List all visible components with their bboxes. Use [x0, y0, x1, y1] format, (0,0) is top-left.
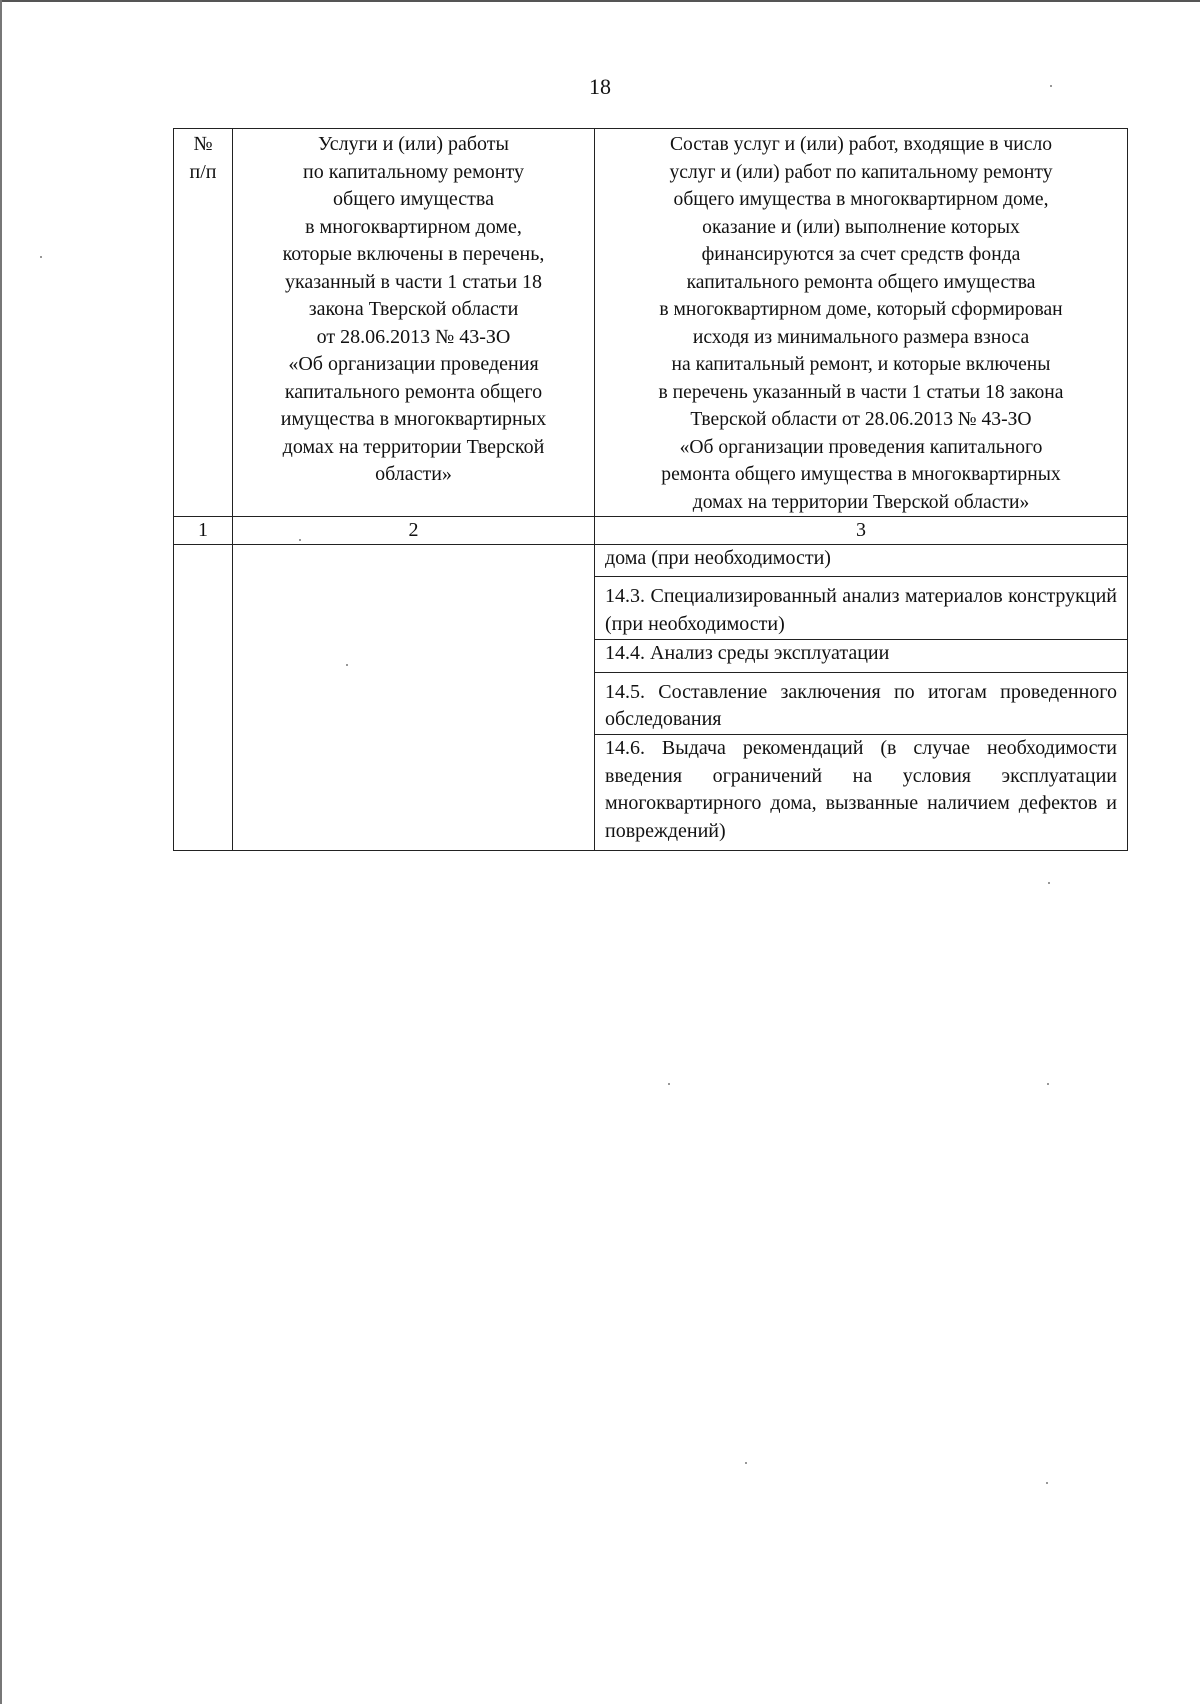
item-cell: [595, 640, 1128, 672]
scan-speck: [1048, 882, 1050, 884]
table-row: [174, 545, 1128, 577]
scan-speck: [668, 1083, 670, 1085]
scan-speck: [299, 539, 301, 541]
header-services-label: Услуги и (или) работы по капитальному ремонту общего имущества в многоквартирном доме, которые включены в перечень, указанный в части 1 статьи 18 закона Тверской области от 28.06.2013 № 43-ЗО «Об организации проведения капитального ремонта общего имущества в многоквартирных домах на территории Тверской области»: [280, 133, 547, 485]
scan-speck: [40, 256, 42, 258]
column-number-3: 3: [595, 517, 1128, 545]
page-edge: [0, 0, 2, 1704]
empty-services-cell: [233, 545, 595, 851]
page-number: 18: [589, 74, 611, 99]
item-cell: [595, 577, 1128, 640]
header-cell-number: [174, 129, 233, 517]
item-text: 14.3. Специализированный анализ материалов конструкций (при необходимости): [605, 585, 1117, 635]
item-cell: [595, 545, 1128, 577]
item-text: 14.6. Выдача рекомендаций (в случае необходимости введения ограничений на условия эксплуатации многоквартирного дома, вызванные наличием дефектов и повреждений): [605, 737, 1117, 842]
item-cell: [595, 672, 1128, 735]
table-header-row: [174, 129, 1128, 517]
header-cell-composition: [595, 129, 1128, 517]
scan-speck: [1046, 1482, 1048, 1484]
item-text: 14.4. Анализ среды эксплуатации: [605, 642, 890, 665]
scan-speck: [1047, 1083, 1049, 1085]
item-cell: [595, 735, 1128, 851]
header-number-label: № п/п: [189, 133, 217, 183]
scan-speck: [745, 1462, 747, 1464]
column-number-1: 1: [174, 517, 233, 545]
header-composition-label: Состав услуг и (или) работ, входящие в число услуг и (или) работ по капитальному ремонту общего имущества в многоквартирном доме, оказание и (или) выполнение которых финансируются за счет средств фонда капитального ремонта общего имущества в многоквартирном доме, который сформирован исходя из минимального размера взноса на капитальный ремонт, и которые включены в перечень указанный в части 1 статьи 18 закона Тверской области от 28.06.2013 № 43-ЗО «Об организации проведения капитального ремонта общего имущества в многоквартирных домах на территории Тверской области»: [658, 134, 1064, 513]
services-table: [173, 128, 1128, 851]
item-text: 14.5. Составление заключения по итогам проведенного обследования: [605, 680, 1117, 731]
column-number-2: 2: [233, 517, 595, 545]
column-number-row: [174, 517, 1128, 545]
item-text: дома (при необходимости): [605, 547, 831, 569]
scan-speck: [346, 664, 348, 666]
empty-number-cell: [174, 545, 233, 851]
scan-speck: [1050, 85, 1052, 87]
page-edge: [0, 0, 1200, 2]
header-cell-services: [233, 129, 595, 517]
